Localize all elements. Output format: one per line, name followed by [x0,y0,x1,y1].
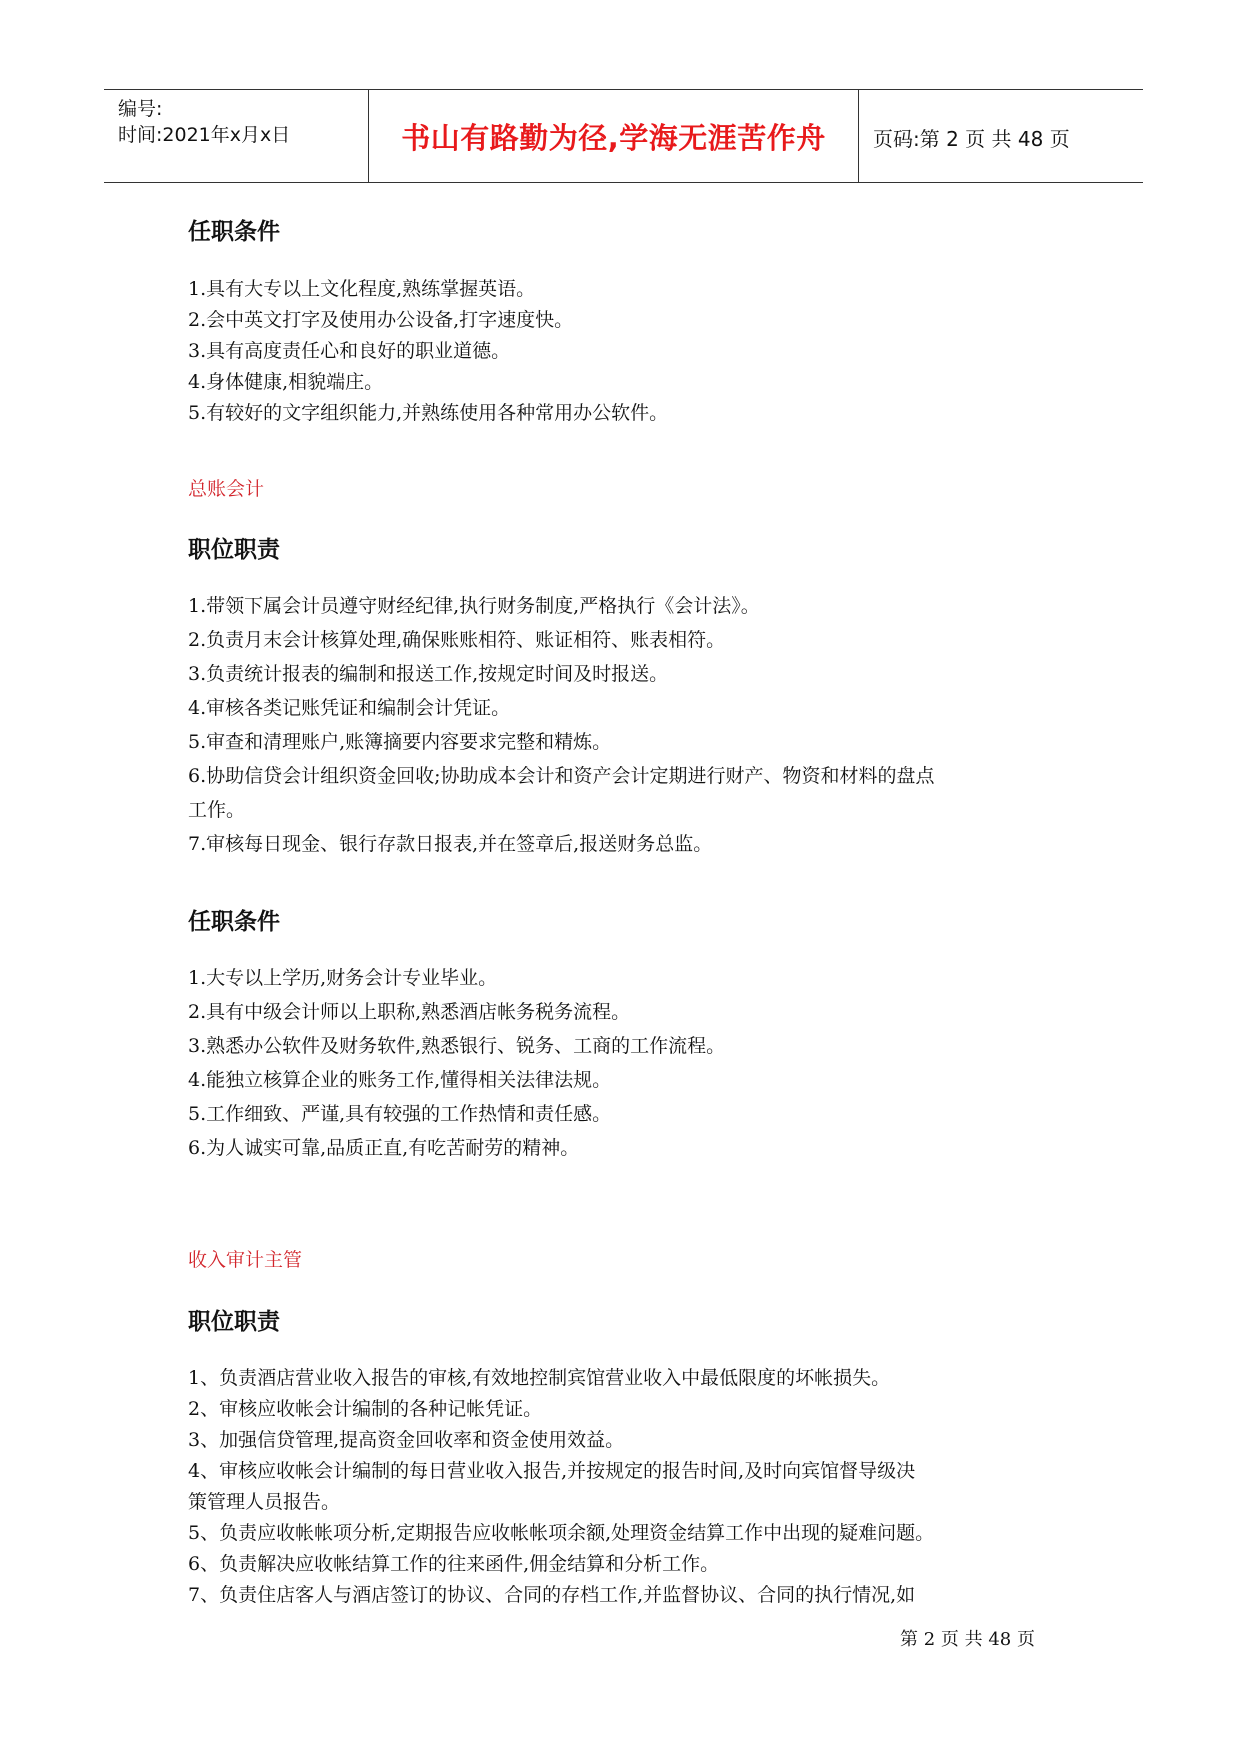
list-item: 3.熟悉办公软件及财务软件,熟悉银行、锐务、工商的工作流程。 [188,1035,726,1057]
list-item: 5.工作细致、严谨,具有较强的工作热情和责任感。 [188,1103,612,1125]
document-number-label: 编号: [118,98,163,120]
section-heading-duties: 职位职责 [188,1309,280,1335]
list-item: 4.审核各类记账凭证和编制会计凭证。 [188,697,511,719]
document-header [104,89,1143,183]
list-item: 5、负责应收帐帐项分析,定期报告应收帐帐项余额,处理资金结算工作中出现的疑难问题。 [188,1522,935,1544]
list-item: 6.为人诚实可靠,品质正直,有吃苦耐劳的精神。 [188,1137,580,1159]
job-title-general-ledger-accountant: 总账会计 [188,478,265,500]
list-item: 1、负责酒店营业收入报告的审核,有效地控制宾馆营业收入中最低限度的坏帐损失。 [188,1367,891,1389]
header-info-cell [104,90,369,182]
list-item: 工作。 [188,799,246,821]
section-heading-duties: 职位职责 [188,537,280,563]
list-item: 2.负责月末会计核算处理,确保账账相符、账证相符、账表相符。 [188,629,726,651]
list-item: 策管理人员报告。 [188,1491,341,1513]
list-item: 4.身体健康,相貌端庄。 [188,371,384,393]
list-item: 2、审核应收帐会计编制的各种记帐凭证。 [188,1398,543,1420]
list-item: 4、审核应收帐会计编制的每日营业收入报告,并按规定的报告时间,及时向宾馆督导级决 [188,1460,916,1482]
list-item: 2.会中英文打字及使用办公设备,打字速度快。 [188,309,574,331]
list-item: 1.具有大专以上文化程度,熟练掌握英语。 [188,278,536,300]
list-item: 7、负责住店客人与酒店签订的协议、合同的存档工作,并监督协议、合同的执行情况,如 [188,1584,916,1606]
list-item: 5.有较好的文字组织能力,并熟练使用各种常用办公软件。 [188,402,669,424]
list-item: 3.具有高度责任心和良好的职业道德。 [188,340,511,362]
list-item: 4.能独立核算企业的账务工作,懂得相关法律法规。 [188,1069,612,1091]
list-item: 5.审查和清理账户,账簿摘要内容要求完整和精炼。 [188,731,612,753]
section-heading-requirements: 任职条件 [188,909,280,935]
list-item: 2.具有中级会计师以上职称,熟悉酒店帐务税务流程。 [188,1001,631,1023]
list-item: 1.带领下属会计员遵守财经纪律,执行财务制度,严格执行《会计法》。 [188,595,760,617]
job-title-revenue-audit-supervisor: 收入审计主管 [188,1249,303,1271]
list-item: 3、加强信贷管理,提高资金回收率和资金使用效益。 [188,1429,625,1451]
list-item: 1.大专以上学历,财务会计专业毕业。 [188,967,498,989]
list-item: 6、负责解决应收帐结算工作的往来函件,佣金结算和分析工作。 [188,1553,720,1575]
list-item: 3.负责统计报表的编制和报送工作,按规定时间及时报送。 [188,663,669,685]
section-heading-requirements: 任职条件 [188,219,280,245]
header-motto: 书山有路勤为径,学海无涯苦作舟 [401,121,826,155]
list-item: 7.审核每日现金、银行存款日报表,并在签章后,报送财务总监。 [188,833,713,855]
page-footer-number: 第 2 页 共 48 页 [900,1629,1035,1650]
header-page-cell [859,90,1143,182]
header-motto-cell [369,90,859,182]
list-item: 6.协助信贷会计组织资金回收;协助成本会计和资产会计定期进行财产、物资和材料的盘点 [188,765,935,787]
header-page-number: 页码:第 2 页 共 48 页 [873,127,1070,151]
document-time-label: 时间:2021年x月x日 [118,124,291,146]
